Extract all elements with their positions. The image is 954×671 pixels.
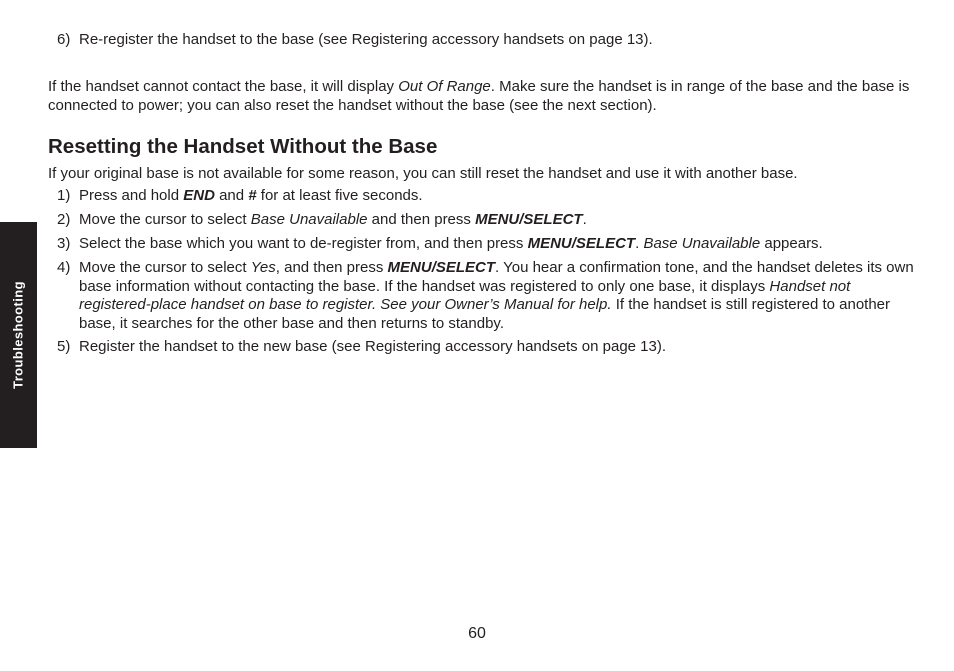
section-intro: If your original base is not available for some reason, you can still reset the handset and use it with another base. (48, 165, 798, 182)
step-number: 6) (57, 31, 71, 48)
display-message: Base Unavailable (643, 235, 761, 252)
display-message: Yes (250, 259, 276, 276)
display-message: Base Unavailable (250, 211, 368, 228)
step-number: 2) (57, 211, 71, 228)
side-tab-label: Troubleshooting (10, 281, 26, 389)
key-name: MENU/SELECT (527, 235, 636, 252)
step-text-part: . You hear a confirmation tone, and the handset deletes its own base information without contacting the base. If the handset was registered to only one base, it displays (79, 259, 914, 295)
step-text-part: and then press (367, 211, 476, 228)
step-text-part: If the handset is still registered to another base, it searches for the other base and then returns to standby. (79, 296, 891, 332)
step-text-part: Select the base which you want to de-register from, and then press (79, 235, 528, 252)
step-number: 5) (57, 338, 71, 355)
step-number: 1) (57, 187, 71, 204)
display-message: Handset not registered-place handset on base to register. See your Owner’s Manual for help. (79, 277, 851, 313)
step-text: Register the handset to the new base (see Registering accessory handsets on page 13). (79, 338, 667, 355)
step-text (79, 187, 917, 206)
key-name: MENU/SELECT (387, 259, 496, 276)
key-name: MENU/SELECT (475, 211, 583, 228)
key-name: # (248, 187, 257, 204)
step-text-part: and (214, 187, 249, 204)
step-5 (57, 338, 917, 357)
step-text (79, 211, 917, 230)
page-number: 60 (468, 625, 486, 642)
step-text-part: Move the cursor to select (79, 259, 251, 276)
section-heading: Resetting the Handset Without the Base (48, 135, 438, 158)
step-4 (57, 259, 917, 333)
step-number: 3) (57, 235, 71, 252)
step-text-part: Press and hold (79, 187, 184, 204)
step-3 (57, 235, 917, 254)
step-1 (57, 187, 917, 206)
display-message: Out Of Range (398, 78, 491, 95)
paragraph-text: . Make sure the handset is in range of the base and the base is connected to power; you can also reset the handset without the base (see the next section). (48, 78, 910, 114)
step-text: Re-register the handset to the base (see Registering accessory handsets on page 13). (79, 31, 653, 48)
key-name: END (183, 187, 215, 204)
step-2 (57, 211, 917, 230)
paragraph-text: If the handset cannot contact the base, it will display (48, 78, 399, 95)
step-text (79, 235, 917, 254)
step-number: 4) (57, 259, 71, 276)
step-text-part: appears. (760, 235, 823, 252)
step-text (79, 259, 917, 333)
step-6-reregister (57, 31, 917, 50)
step-text-part: for at least five seconds. (256, 187, 423, 204)
step-text-part: . (635, 235, 644, 252)
step-text-part: Move the cursor to select (79, 211, 251, 228)
step-text-part: , and then press (275, 259, 388, 276)
out-of-range-paragraph (48, 77, 918, 115)
step-text-part: . (582, 211, 587, 228)
